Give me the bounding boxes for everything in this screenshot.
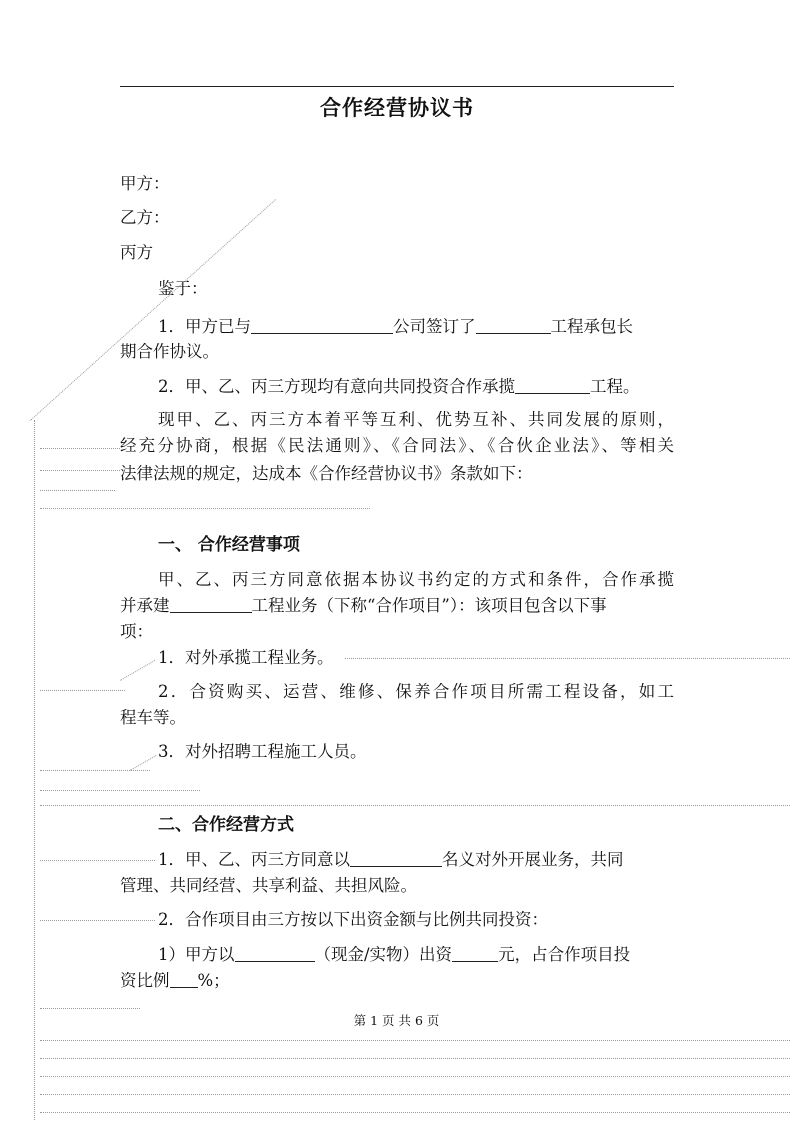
header-rule: [120, 86, 674, 87]
document-title: 合作经营协议书: [320, 95, 474, 120]
recital-1-text-b: 公司签订了: [393, 317, 476, 336]
dotted-artifact: [40, 1040, 790, 1041]
recital-1-line-1: [120, 315, 674, 339]
recital-2-text-a: 2．甲、乙、丙三方现均有意向共同投资合作承揽: [158, 377, 515, 396]
business-name-blank: [350, 850, 442, 867]
party-b-label: 乙方：: [120, 208, 170, 227]
section-1-item-2-line-1: 2．合资购买、运营、维修、保养合作项目所需工程设备，如工: [158, 682, 674, 701]
recital-2-text-b: 工程。: [590, 377, 640, 396]
project-scope-blank: [170, 596, 252, 613]
dotted-artifact: [40, 1094, 790, 1095]
dotted-artifact: [40, 508, 370, 509]
party-c-label: 丙方: [120, 243, 153, 262]
dotted-artifact: [40, 448, 120, 449]
dotted-artifact: [40, 790, 200, 791]
project-name-blank: [476, 317, 551, 334]
party-a-label: 甲方：: [120, 174, 170, 193]
page-number-footer: 第 1 页 共 6 页: [353, 1013, 440, 1028]
section-2-item-2: 2．合作项目由三方按以下出资金额与比例共同投资：: [158, 910, 548, 929]
dotted-artifact: [40, 1076, 790, 1077]
intro-line-3: 法律法规的规定，达成本《合作经营协议书》条款如下：: [120, 464, 533, 483]
whereas-label: 鉴于：: [158, 279, 208, 298]
section-2-heading: 二、合作经营方式: [158, 815, 294, 835]
section-1-para-line-3: 项：: [120, 622, 153, 641]
contribution-type-blank: [235, 945, 315, 962]
section-2-sub-text-e: %；: [197, 971, 230, 990]
section-1-para-line-2: [120, 594, 674, 618]
recital-1-text-a: 1．甲方已与: [158, 317, 251, 336]
dotted-artifact: [40, 1058, 790, 1059]
project-blank: [515, 377, 590, 394]
dotted-artifact: [40, 490, 115, 491]
amount-blank: [452, 945, 498, 962]
section-2-sub-1-line-2: [120, 969, 674, 993]
recital-1-text-c: 工程承包长: [550, 317, 633, 336]
intro-line-1: 现甲、乙、丙三方本着平等互利、优势互补、共同发展的原则，: [158, 410, 674, 429]
section-2-text-a: 1．甲、乙、丙三方同意以: [158, 850, 350, 869]
dotted-artifact: [40, 690, 125, 691]
section-2-item-1-line-1: [120, 848, 674, 872]
section-2-sub-text-b: （现金/实物）出资: [314, 945, 453, 964]
section-1-item-3: 3．对外招聘工程施工人员。: [158, 742, 367, 761]
dotted-artifact: [40, 805, 790, 806]
company-name-blank: [251, 317, 393, 334]
dotted-artifact: [40, 1112, 790, 1113]
section-2-sub-1-line-1: [120, 943, 674, 967]
section-1-para-line-1: 甲、乙、丙三方同意依据本协议书约定的方式和条件，合作承揽: [158, 570, 674, 589]
section-1-text-a: 并承建: [120, 596, 170, 615]
recital-1-line-2: 期合作协议。: [120, 342, 219, 361]
dotted-artifact: [40, 1008, 140, 1009]
section-2-sub-text-c: 元，占合作项目投: [498, 945, 631, 964]
ratio-blank: [170, 971, 198, 988]
intro-line-2: 经充分协商，根据《民法通则》、《合同法》、《合伙企业法》、等相关: [120, 436, 674, 455]
dotted-artifact: [40, 470, 120, 471]
section-2-item-1-line-2: 管理、共同经营、共享利益、共担风险。: [120, 876, 417, 895]
recital-2: [120, 375, 674, 399]
section-1-heading: 一、 合作经营事项: [158, 535, 300, 555]
section-1-item-1: 1．对外承揽工程业务。: [158, 648, 334, 667]
section-2-text-b: 名义对外开展业务，共同: [442, 850, 624, 869]
section-1-item-2-line-2: 程车等。: [120, 708, 186, 727]
section-1-text-b: 工程业务（下称“合作项目”）：该项目包含以下事: [251, 596, 607, 615]
section-2-sub-text-a: 1）甲方以: [158, 945, 235, 964]
dotted-artifact: [40, 770, 150, 771]
section-2-sub-text-d: 资比例: [120, 971, 170, 990]
